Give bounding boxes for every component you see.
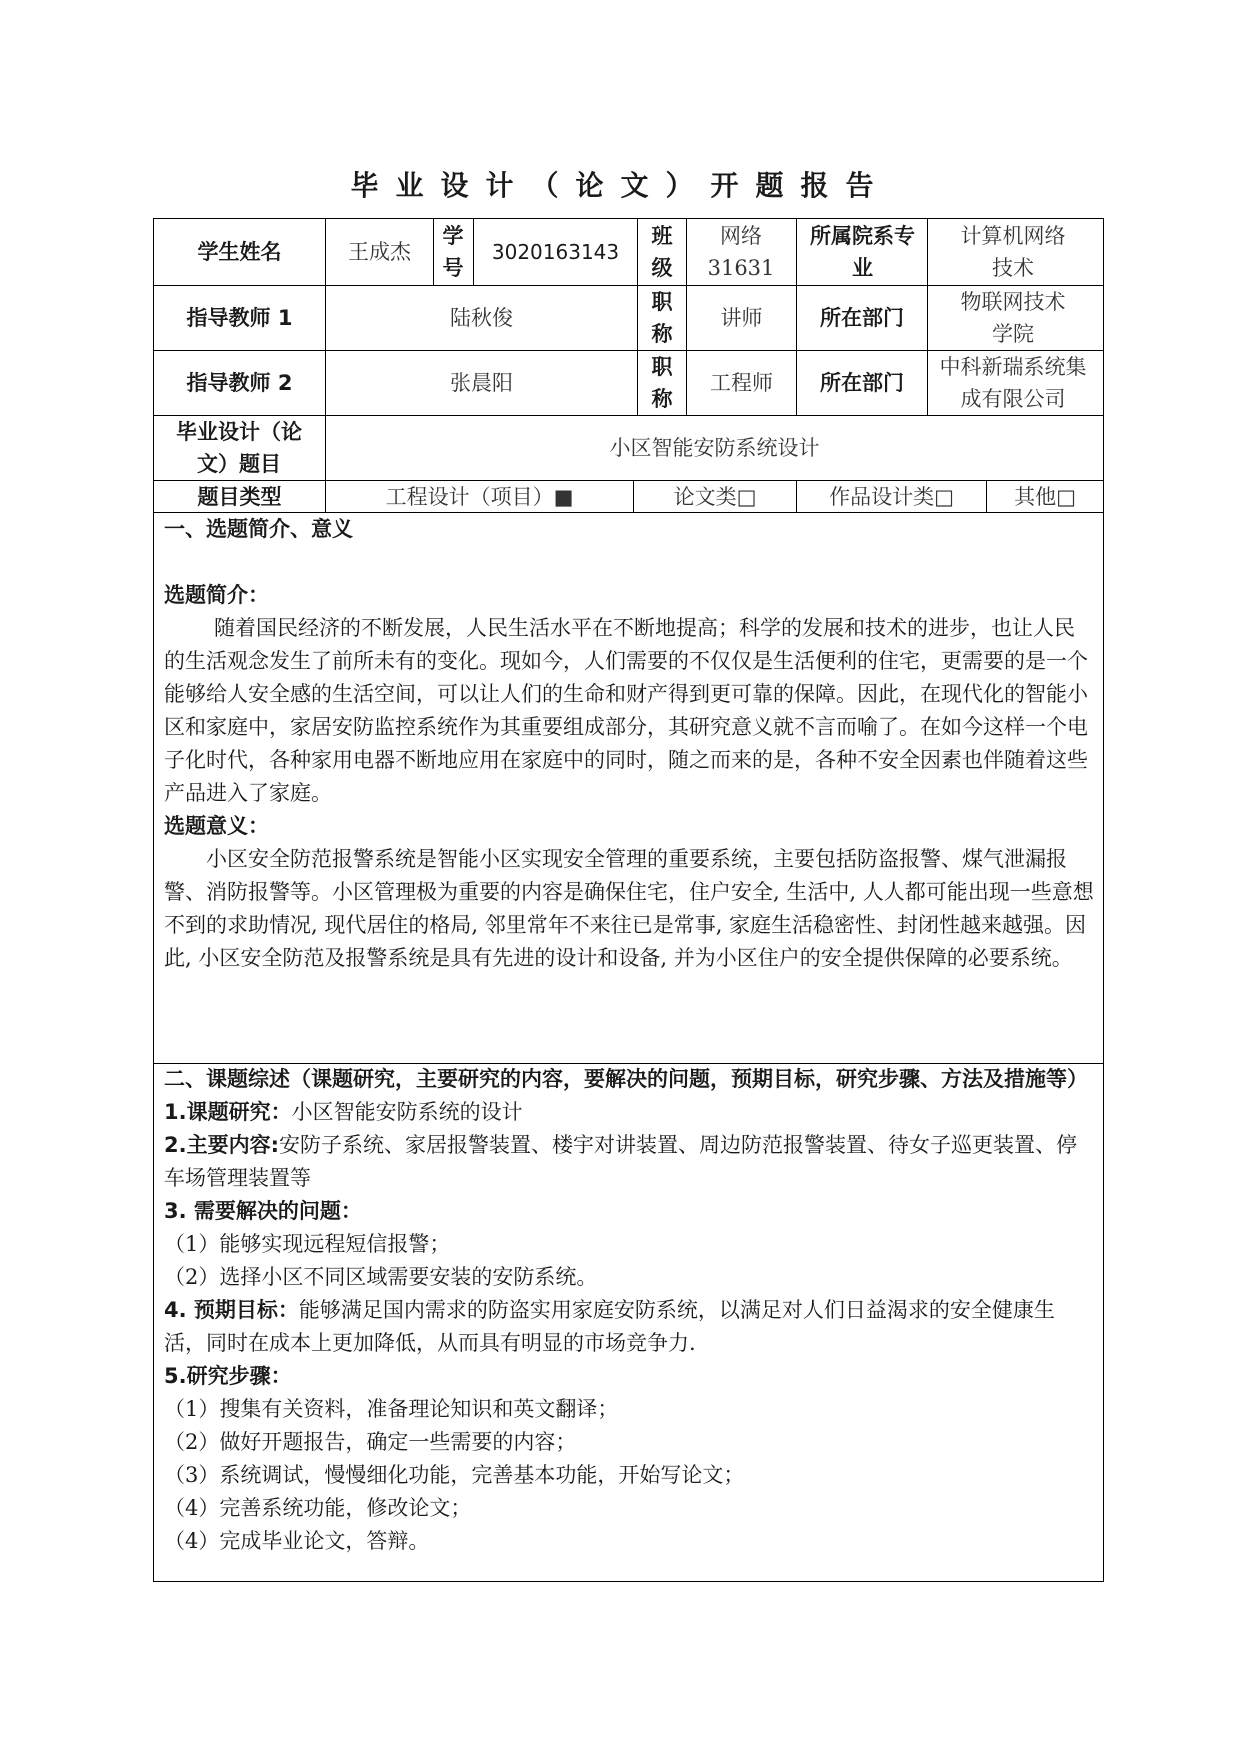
advisor2-dept: 中科新瑞系统集成有限公司 (939, 355, 1087, 411)
item3-point: （1）能够实现远程短信报警； (164, 1232, 451, 1256)
advisor2-title-label: 职称 (651, 355, 673, 411)
item2-text: 安防子系统、家居报警装置、楼宇对讲装置、周边防范报警装置、待女子巡更装置、停车场管理装置等 (164, 1133, 1077, 1190)
advisor1-title: 讲师 (720, 306, 763, 330)
topic-value: 小区智能安防系统设计 (609, 436, 820, 460)
item5-step: （4）完善系统功能，修改论文； (164, 1496, 472, 1520)
advisor1-name: 陆秋俊 (450, 306, 513, 330)
item1-label: 1.课题研究： (164, 1100, 292, 1124)
item1 (164, 1096, 1094, 1129)
advisor1-dept-label: 所在部门 (820, 306, 904, 330)
advisor2-name: 张晨阳 (450, 371, 513, 395)
item1-text: 小区智能安防系统的设计 (291, 1100, 523, 1124)
item5-step: （4）完成毕业论文，答辩。 (164, 1529, 430, 1553)
advisor2-label: 指导教师 2 (186, 371, 293, 395)
item4-text: 能够满足国内需求的防盗实用家庭安防系统，以满足对人们日益渴求的安全健康生活，同时在成本上更加降低，从而具有明显的市场竞争力. (164, 1298, 1055, 1355)
col-divider (433, 218, 434, 285)
item5-step: （3）系统调试，慢慢细化功能，完善基本功能，开始写论文； (164, 1463, 745, 1487)
item5-step: （2）做好开题报告，确定一些需要的内容； (164, 1430, 577, 1454)
intro-label: 选题简介： (164, 583, 269, 607)
student-id-value: 3020163143 (491, 240, 620, 264)
meaning-label: 选题意义： (164, 814, 269, 838)
college-value: 计算机网络技术 (960, 224, 1066, 280)
section1-heading: 一、选题简介、意义 (164, 517, 353, 541)
item5-step: （1）搜集有关资料，准备理论知识和英文翻译； (164, 1397, 619, 1421)
type-option-engineering: 工程设计（项目）■ (385, 484, 574, 509)
type-label: 题目类型 (197, 484, 282, 509)
item5-label: 5.研究步骤： (164, 1364, 292, 1388)
advisor1-title-label: 职称 (651, 290, 673, 346)
document-title: 毕业设计（论文）开题报告 (350, 169, 891, 202)
advisor1-dept: 物联网技术学院 (960, 290, 1066, 346)
class-label: 班级 (651, 224, 673, 280)
item4-label: 4. 预期目标： (164, 1298, 299, 1322)
item3-point: （2）选择小区不同区域需要安装的安防系统。 (164, 1265, 598, 1289)
intro-paragraph: 随着国民经济的不断发展，人民生活水平在不断地提高；科学的发展和技术的进步，也让人民的生活观念发生了前所未有的变化。现如今，人们需要的不仅仅是生活便利的住宅，更需要的是一个能够给人安全感的生活空间，可以让人们的生命和财产得到更可靠的保障。因此，在现代化的智能小区和家庭中，家居安防监控系统作为其重要组成部分，其研究意义就不言而喻了。在如今这样一个电子化时代，各种家用电器不断地应用在家庭中的同时，随之而来的是，各种不安全因素也伴随着这些产品进入了家庭。 (164, 616, 1088, 805)
section-intro-meaning (164, 513, 1094, 975)
type-option-other: 其他□ (1014, 484, 1076, 509)
advisor2-dept-label: 所在部门 (820, 371, 904, 395)
section2-heading: 二、课题综述（课题研究，主要研究的内容，要解决的问题，预期目标，研究步骤、方法及措施等） (164, 1067, 1088, 1091)
college-label: 所属院系专业 (810, 224, 915, 280)
section-overview (164, 1063, 1094, 1558)
type-option-work: 作品设计类□ (829, 484, 954, 509)
item2-label: 2.主要内容: (164, 1133, 279, 1157)
item3-label: 3. 需要解决的问题： (164, 1199, 362, 1223)
meaning-paragraph: 小区安全防范报警系统是智能小区实现安全管理的重要系统，主要包括防盗报警、煤气泄漏报警、消防报警等。小区管理极为重要的内容是确保住宅，住户安全, 生活中, 人人都可能出现一些意想不到的求助情况, 现代居住的格局, 邻里常年不来往已是常事, 家庭生活稳密性、封闭性越来越强。因此, 小区安全防范及报警系统是具有先进的设计和设备, 并为小区住户的安全提供保障的必要系统。 (164, 847, 1094, 970)
item2 (164, 1129, 1094, 1195)
col-divider (637, 218, 638, 415)
student-name-label: 学生姓名 (197, 240, 282, 264)
advisor2-title: 工程师 (710, 371, 773, 395)
student-id-label: 学号 (442, 224, 464, 280)
advisor1-label: 指导教师 1 (186, 306, 293, 330)
topic-label: 毕业设计（论文）题目 (176, 420, 302, 476)
item4 (164, 1294, 1094, 1360)
class-value: 网络31631 (707, 224, 775, 280)
type-option-thesis: 论文类□ (673, 484, 757, 509)
student-name-value: 王成杰 (348, 240, 411, 264)
col-divider (927, 218, 928, 415)
